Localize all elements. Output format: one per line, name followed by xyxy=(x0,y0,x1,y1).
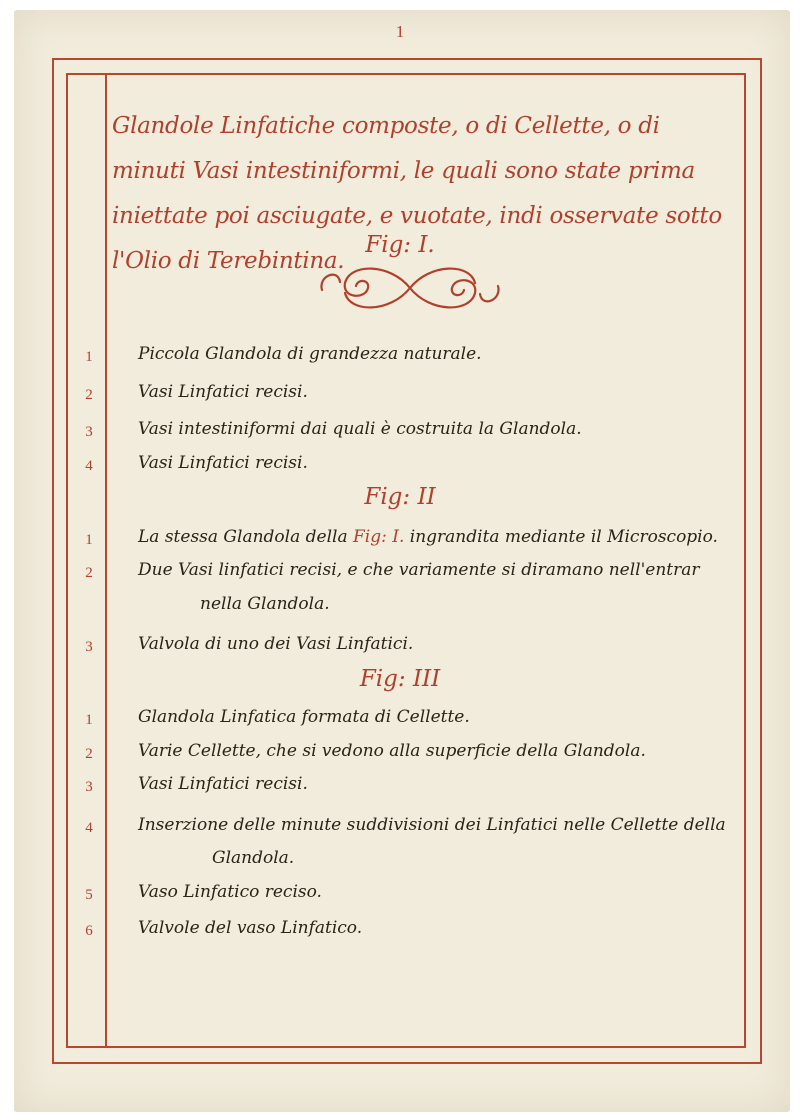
item-number: 5 xyxy=(85,887,93,903)
item-text: Vasi Linfatici recisi. xyxy=(138,774,308,794)
item-text-continuation: Glandola. xyxy=(212,848,295,868)
item-text: Valvola di uno dei Vasi Linfatici. xyxy=(138,634,414,654)
item-text: Inserzione delle minute suddivisioni dei Linfatici nelle Cellette della xyxy=(138,815,726,835)
item-number: 4 xyxy=(85,820,93,836)
figure-heading-1: Fig: I. xyxy=(365,232,435,258)
item-number: 4 xyxy=(85,458,93,474)
item-text: Due Vasi linfatici recisi, e che variamente si diramano nell'entrar xyxy=(138,560,700,580)
item-number: 2 xyxy=(85,746,93,762)
item-text: Valvole del vaso Linfatico. xyxy=(138,918,363,938)
item-text-before: La stessa Glandola della xyxy=(138,527,348,547)
page-number: 1 xyxy=(395,22,405,41)
item-text: Varie Cellette, che si vedono alla superficie della Glandola. xyxy=(138,741,646,761)
item-number: 3 xyxy=(85,779,93,795)
item-text: Vasi Linfatici recisi. xyxy=(138,453,308,473)
item-number: 3 xyxy=(85,424,93,440)
item-text: Glandola Linfatica formata di Cellette. xyxy=(138,707,470,727)
item-text-after: ingrandita mediante il Microscopio. xyxy=(409,527,718,547)
margin-rule xyxy=(105,73,107,1048)
item-text: Vaso Linfatico reciso. xyxy=(138,882,322,902)
item-number: 2 xyxy=(85,387,93,403)
item-text: Vasi Linfatici recisi. xyxy=(138,382,308,402)
item-number: 2 xyxy=(85,565,93,581)
item-text: Piccola Glandola di grandezza naturale. xyxy=(138,344,482,364)
item-text: Vasi intestiniformi dai quali è costruita la Glandola. xyxy=(138,419,582,439)
figure-heading-2: Fig: II xyxy=(364,484,436,510)
item-number: 3 xyxy=(85,639,93,655)
item-text xyxy=(138,527,738,547)
page-title: Glandole Linfatiche composte, o di Cellette, o di minuti Vasi intestiniformi, le quali sono state prima iniettate poi asciugate, e vuotate, indi osservate sotto l'Olio di Terebintina. xyxy=(112,113,722,274)
item-text-continuation: nella Glandola. xyxy=(200,594,330,614)
figure-heading-3: Fig: III xyxy=(359,666,441,692)
item-number: 6 xyxy=(85,923,93,939)
item-number: 1 xyxy=(85,349,93,365)
figure-reference: Fig: I. xyxy=(352,527,405,547)
decorative-flourish-icon xyxy=(310,258,510,318)
item-number: 1 xyxy=(85,712,93,728)
item-number: 1 xyxy=(85,532,93,548)
